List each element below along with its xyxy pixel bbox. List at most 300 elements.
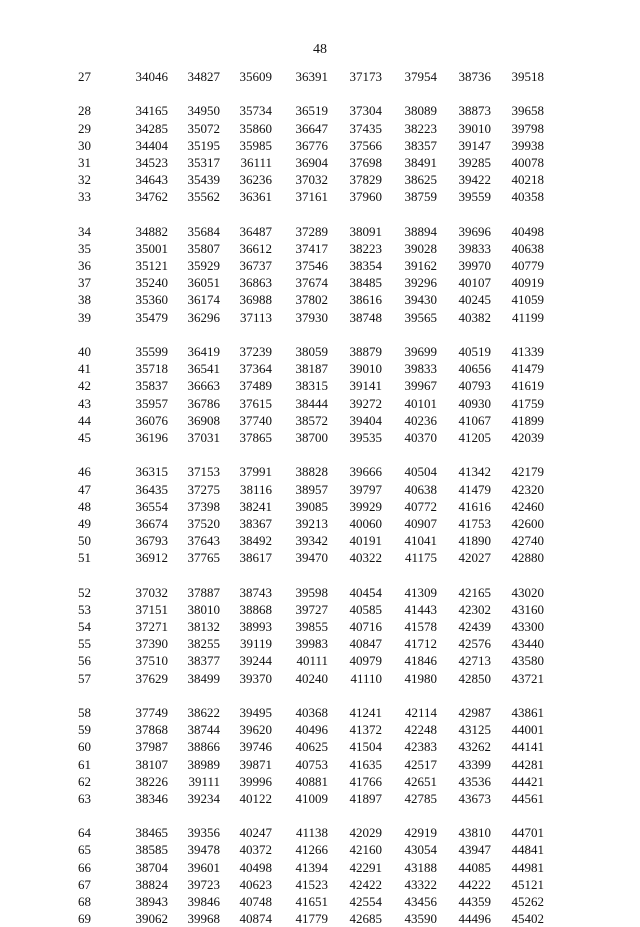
table-cell: 36793: [135, 533, 168, 549]
table-cell: 36419: [187, 344, 220, 359]
table-cell: 39666: [349, 464, 382, 480]
table-cell: 37417: [295, 240, 328, 256]
table-cell: 39967: [404, 378, 437, 394]
row-index: 55: [78, 636, 91, 652]
table-cell: 39010: [458, 120, 491, 136]
table-cell: 38377: [187, 653, 220, 669]
table-cell: 44281: [511, 756, 544, 772]
table-cell: 40753: [295, 756, 328, 772]
table-cell: 37930: [295, 309, 328, 325]
table-row: [78, 652, 558, 669]
table-cell: 42029: [349, 825, 382, 841]
group-spacer: [78, 807, 558, 824]
table-cell: 37566: [349, 137, 382, 153]
table-cell: 41175: [404, 550, 437, 566]
table-cell: 38187: [295, 361, 328, 377]
table-cell: 37643: [187, 533, 220, 549]
table-cell: 41067: [458, 412, 491, 428]
table-cell: 35957: [135, 395, 168, 411]
table-cell: 40247: [239, 825, 272, 841]
table-cell: 42160: [349, 842, 382, 858]
row-index: 34: [78, 223, 91, 239]
table-cell: 40638: [404, 481, 437, 497]
table-cell: 41241: [349, 704, 382, 720]
table-cell: 42320: [511, 481, 544, 497]
table-cell: 42554: [349, 894, 382, 909]
table-row: [78, 412, 558, 429]
table-cell: 38759: [404, 189, 437, 205]
table-cell: 38585: [135, 842, 168, 858]
table-cell: 37629: [135, 670, 168, 686]
table-row: [78, 120, 558, 137]
table-cell: 37271: [135, 619, 168, 634]
table-cell: 40496: [295, 722, 328, 738]
table-cell: 40919: [511, 275, 544, 291]
row-index: 46: [78, 464, 91, 480]
table-cell: 38444: [295, 395, 328, 411]
table-cell: 45262: [511, 894, 544, 909]
table-cell: 34762: [135, 189, 168, 205]
table-cell: 38116: [239, 481, 272, 497]
table-cell: 43160: [511, 601, 544, 617]
table-cell: 38894: [404, 223, 437, 239]
table-cell: 43861: [511, 704, 544, 720]
table-cell: 38492: [239, 533, 272, 549]
table-cell: 40979: [349, 653, 382, 669]
table-cell: 36487: [239, 223, 272, 239]
table-cell: 43810: [458, 825, 491, 841]
table-cell: 39620: [239, 722, 272, 738]
table-cell: 40372: [239, 842, 272, 858]
table-cell: 40638: [511, 240, 544, 256]
table-cell: 40191: [349, 533, 382, 549]
table-cell: 35240: [135, 275, 168, 291]
table-cell: 43456: [404, 894, 437, 909]
table-cell: 36296: [187, 309, 220, 325]
group-spacer: [78, 446, 558, 463]
row-index: 52: [78, 584, 91, 600]
table-cell: 42740: [511, 533, 544, 549]
table-row: [78, 137, 558, 154]
table-row: [78, 395, 558, 412]
table-cell: 35718: [135, 361, 168, 377]
row-index: 29: [78, 120, 91, 136]
table-cell: 35360: [135, 292, 168, 308]
table-row: [78, 824, 558, 841]
table-cell: 37173: [349, 69, 382, 84]
table-cell: 36674: [135, 515, 168, 531]
row-index: 58: [78, 704, 91, 720]
table-cell: 42179: [511, 464, 544, 480]
table-cell: 37304: [349, 103, 382, 119]
table-cell: 37829: [349, 172, 382, 188]
table-cell: 42713: [458, 653, 491, 669]
table-cell: 36647: [295, 120, 328, 136]
table-cell: 38625: [404, 172, 437, 188]
table-cell: 40382: [458, 309, 491, 325]
table-row: [78, 859, 558, 876]
table-cell: 42576: [458, 636, 491, 652]
table-cell: 41041: [404, 533, 437, 549]
table-cell: 42880: [511, 550, 544, 566]
table-cell: 37865: [239, 429, 272, 445]
table-cell: 37289: [295, 223, 328, 239]
table-cell: 37887: [187, 584, 220, 600]
table-cell: 43536: [458, 773, 491, 789]
table-cell: 38357: [404, 137, 437, 153]
table-cell: 40370: [404, 429, 437, 445]
table-cell: 37954: [404, 69, 437, 84]
table-row: [78, 343, 558, 360]
table-cell: 43125: [458, 722, 491, 738]
table-cell: 38866: [187, 739, 220, 755]
table-cell: 36519: [295, 103, 328, 119]
table-cell: 37031: [187, 429, 220, 445]
table-cell: 40881: [295, 773, 328, 789]
table-row: [78, 377, 558, 394]
table-row: [78, 309, 558, 326]
table-cell: 37275: [187, 481, 220, 497]
row-index: 63: [78, 790, 91, 806]
table-cell: 41753: [458, 515, 491, 531]
table-cell: 34882: [135, 223, 168, 239]
table-cell: 39696: [458, 223, 491, 239]
table-cell: 39727: [295, 601, 328, 617]
table-cell: 39356: [187, 825, 220, 841]
table-cell: 39213: [295, 515, 328, 531]
table-cell: 37435: [349, 120, 382, 136]
row-index: 38: [78, 292, 91, 308]
table-cell: 36076: [135, 412, 168, 428]
row-index: 60: [78, 739, 91, 755]
table-cell: 38223: [349, 240, 382, 256]
table-cell: 40322: [349, 550, 382, 566]
table-cell: 37802: [295, 292, 328, 308]
row-index: 41: [78, 361, 91, 377]
table-cell: 42039: [511, 429, 544, 445]
table-cell: 39970: [458, 258, 491, 274]
table-cell: 41266: [295, 842, 328, 858]
table-cell: 39746: [239, 739, 272, 755]
table-cell: 36776: [295, 137, 328, 153]
table-cell: 39147: [458, 137, 491, 153]
table-cell: 39111: [188, 773, 220, 789]
table-cell: 43399: [458, 756, 491, 772]
table-cell: 40793: [458, 378, 491, 394]
table-cell: 41342: [458, 464, 491, 480]
row-index: 43: [78, 395, 91, 411]
table-cell: 40368: [295, 704, 328, 720]
table-cell: 36174: [187, 292, 220, 308]
table-cell: 39422: [458, 172, 491, 188]
table-cell: 37615: [239, 395, 272, 411]
table-cell: 35195: [187, 137, 220, 153]
table-cell: 37674: [295, 275, 328, 291]
table-cell: 41980: [404, 670, 437, 686]
row-index: 32: [78, 172, 91, 188]
row-index: 45: [78, 429, 91, 445]
table-cell: 37151: [135, 601, 168, 617]
row-index: 27: [78, 69, 91, 84]
table-cell: 41616: [458, 498, 491, 514]
table-row: [78, 738, 558, 755]
table-cell: 36863: [239, 275, 272, 291]
table-cell: 38736: [458, 69, 491, 84]
table-cell: 34827: [187, 69, 220, 84]
row-index: 30: [78, 137, 91, 153]
table-cell: 37740: [239, 412, 272, 428]
row-index: 56: [78, 653, 91, 669]
table-cell: 41199: [511, 309, 544, 325]
table-cell: 36912: [135, 550, 168, 566]
table-cell: 41899: [511, 412, 544, 428]
table-cell: 39601: [187, 859, 220, 875]
row-index: 31: [78, 154, 91, 170]
table-cell: 40060: [349, 515, 382, 531]
table-cell: 42919: [404, 825, 437, 841]
table-cell: 39938: [511, 137, 544, 153]
table-cell: 37239: [239, 344, 272, 359]
row-index: 53: [78, 601, 91, 617]
table-cell: 41479: [511, 361, 544, 377]
table-cell: 39119: [239, 636, 272, 652]
table-cell: 38572: [295, 412, 328, 428]
table-cell: 36663: [187, 378, 220, 394]
table-cell: 37161: [295, 189, 328, 205]
table-cell: 41578: [404, 619, 437, 634]
table-cell: 41110: [350, 670, 382, 686]
table-row: [78, 841, 558, 858]
table-cell: 41890: [458, 533, 491, 549]
row-index: 36: [78, 258, 91, 274]
table-cell: 36315: [135, 464, 168, 480]
table-cell: 40358: [511, 189, 544, 205]
table-cell: 41523: [295, 876, 328, 892]
row-index: 39: [78, 309, 91, 325]
table-cell: 43673: [458, 790, 491, 806]
table-cell: 38346: [135, 790, 168, 806]
table-cell: 42987: [458, 704, 491, 720]
table-cell: 38873: [458, 103, 491, 119]
table-cell: 38989: [187, 756, 220, 772]
table-cell: 42302: [458, 601, 491, 617]
table-cell: 43440: [511, 636, 544, 652]
table-cell: 38107: [135, 756, 168, 772]
table-cell: 39244: [239, 653, 272, 669]
table-row: [78, 291, 558, 308]
table-row: [78, 670, 558, 687]
group-spacer: [78, 206, 558, 223]
row-index: 66: [78, 859, 91, 875]
table-cell: 44141: [511, 739, 544, 755]
table-cell: 39085: [295, 498, 328, 514]
table-cell: 36391: [295, 69, 328, 84]
group-spacer: [78, 326, 558, 343]
table-cell: 40585: [349, 601, 382, 617]
table-cell: 41897: [349, 790, 382, 806]
table-cell: 41372: [349, 722, 382, 738]
table-row: [78, 790, 558, 807]
data-table: [78, 68, 558, 927]
table-cell: 39658: [511, 103, 544, 119]
table-cell: 40519: [458, 344, 491, 359]
table-cell: 42114: [404, 704, 437, 720]
table-cell: 41766: [349, 773, 382, 789]
table-cell: 39598: [295, 584, 328, 600]
table-cell: 39855: [295, 619, 328, 634]
table-cell: 40716: [349, 619, 382, 634]
table-cell: 41205: [458, 429, 491, 445]
table-cell: 38957: [295, 481, 328, 497]
table-cell: 39929: [349, 498, 382, 514]
table-cell: 44981: [511, 859, 544, 875]
table-cell: 38700: [295, 429, 328, 445]
table-cell: 40656: [458, 361, 491, 377]
table-row: [78, 360, 558, 377]
table-cell: 44085: [458, 859, 491, 875]
table-cell: 43188: [404, 859, 437, 875]
table-row: [78, 223, 558, 240]
table-cell: 41619: [511, 378, 544, 394]
table-cell: 35860: [239, 120, 272, 136]
table-cell: 40930: [458, 395, 491, 411]
table-cell: 39404: [349, 412, 382, 428]
table-cell: 41009: [295, 790, 328, 806]
table-cell: 44222: [458, 876, 491, 892]
table-cell: 39723: [187, 876, 220, 892]
table-cell: 44561: [511, 790, 544, 806]
table-cell: 38828: [295, 464, 328, 480]
table-row: [78, 721, 558, 738]
table-cell: 41504: [349, 739, 382, 755]
table-cell: 43322: [404, 876, 437, 892]
table-cell: 39565: [404, 309, 437, 325]
table-cell: 37868: [135, 722, 168, 738]
table-row: [78, 515, 558, 532]
table-cell: 41059: [511, 292, 544, 308]
table-cell: 43580: [511, 653, 544, 669]
table-cell: 39798: [511, 120, 544, 136]
table-cell: 42291: [349, 859, 382, 875]
table-row: [78, 704, 558, 721]
table-cell: 36111: [240, 154, 272, 170]
table-cell: 43721: [511, 670, 544, 686]
row-index: 64: [78, 825, 91, 841]
table-cell: 41779: [295, 911, 328, 927]
group-spacer: [78, 687, 558, 704]
table-cell: 38491: [404, 154, 437, 170]
table-cell: 35807: [187, 240, 220, 256]
table-cell: 44421: [511, 773, 544, 789]
table-cell: 42422: [349, 876, 382, 892]
table-cell: 42517: [404, 756, 437, 772]
table-row: [78, 154, 558, 171]
table-cell: 39234: [187, 790, 220, 806]
table-row: [78, 429, 558, 446]
table-row: [78, 549, 558, 566]
table-cell: 38943: [135, 894, 168, 909]
table-row: [78, 773, 558, 790]
table-cell: 35837: [135, 378, 168, 394]
table-cell: 39833: [404, 361, 437, 377]
table-cell: 42248: [404, 722, 437, 738]
table-cell: 42850: [458, 670, 491, 686]
table-cell: 38744: [187, 722, 220, 738]
table-cell: 35734: [239, 103, 272, 119]
table-cell: 40101: [404, 395, 437, 411]
table-cell: 38132: [187, 619, 220, 634]
table-cell: 40454: [349, 584, 382, 600]
table-row: [78, 618, 558, 635]
table-cell: 39430: [404, 292, 437, 308]
table-cell: 35072: [187, 120, 220, 136]
table-cell: 36435: [135, 481, 168, 497]
table-row: [78, 756, 558, 773]
table-row: [78, 635, 558, 652]
row-index: 61: [78, 756, 91, 772]
table-cell: 42165: [458, 584, 491, 600]
table-cell: 37987: [135, 739, 168, 755]
table-cell: 39478: [187, 842, 220, 858]
table-cell: 37032: [135, 584, 168, 600]
table-cell: 42383: [404, 739, 437, 755]
table-cell: 40078: [511, 154, 544, 170]
row-index: 62: [78, 773, 91, 789]
table-cell: 42600: [511, 515, 544, 531]
table-cell: 34643: [135, 172, 168, 188]
row-index: 69: [78, 911, 91, 927]
row-index: 68: [78, 894, 91, 909]
table-cell: 42685: [349, 911, 382, 927]
table-cell: 39342: [295, 533, 328, 549]
row-index: 65: [78, 842, 91, 858]
table-cell: 35609: [239, 69, 272, 84]
table-cell: 37991: [239, 464, 272, 480]
table-cell: 37364: [239, 361, 272, 377]
table-cell: 42785: [404, 790, 437, 806]
table-cell: 40111: [296, 653, 328, 669]
table-cell: 40218: [511, 172, 544, 188]
group-spacer: [78, 85, 558, 102]
table-cell: 43590: [404, 911, 437, 927]
table-cell: 42460: [511, 498, 544, 514]
table-cell: 37749: [135, 704, 168, 720]
table-cell: 38616: [349, 292, 382, 308]
table-row: [78, 240, 558, 257]
table-cell: 41759: [511, 395, 544, 411]
table-cell: 36908: [187, 412, 220, 428]
table-cell: 38059: [295, 344, 328, 359]
table-cell: 43054: [404, 842, 437, 858]
table-cell: 39062: [135, 911, 168, 927]
table-cell: 39162: [404, 258, 437, 274]
table-cell: 43300: [511, 619, 544, 634]
row-index: 28: [78, 103, 91, 119]
table-cell: 43020: [511, 584, 544, 600]
table-cell: 45121: [511, 876, 544, 892]
row-index: 37: [78, 275, 91, 291]
table-cell: 34523: [135, 154, 168, 170]
table-cell: 40498: [239, 859, 272, 875]
table-cell: 36196: [135, 429, 168, 445]
table-row: [78, 188, 558, 205]
table-cell: 40772: [404, 498, 437, 514]
table-cell: 35001: [135, 240, 168, 256]
table-cell: 38255: [187, 636, 220, 652]
table-cell: 36737: [239, 258, 272, 274]
table-row: [78, 463, 558, 480]
table-cell: 37113: [239, 309, 272, 325]
